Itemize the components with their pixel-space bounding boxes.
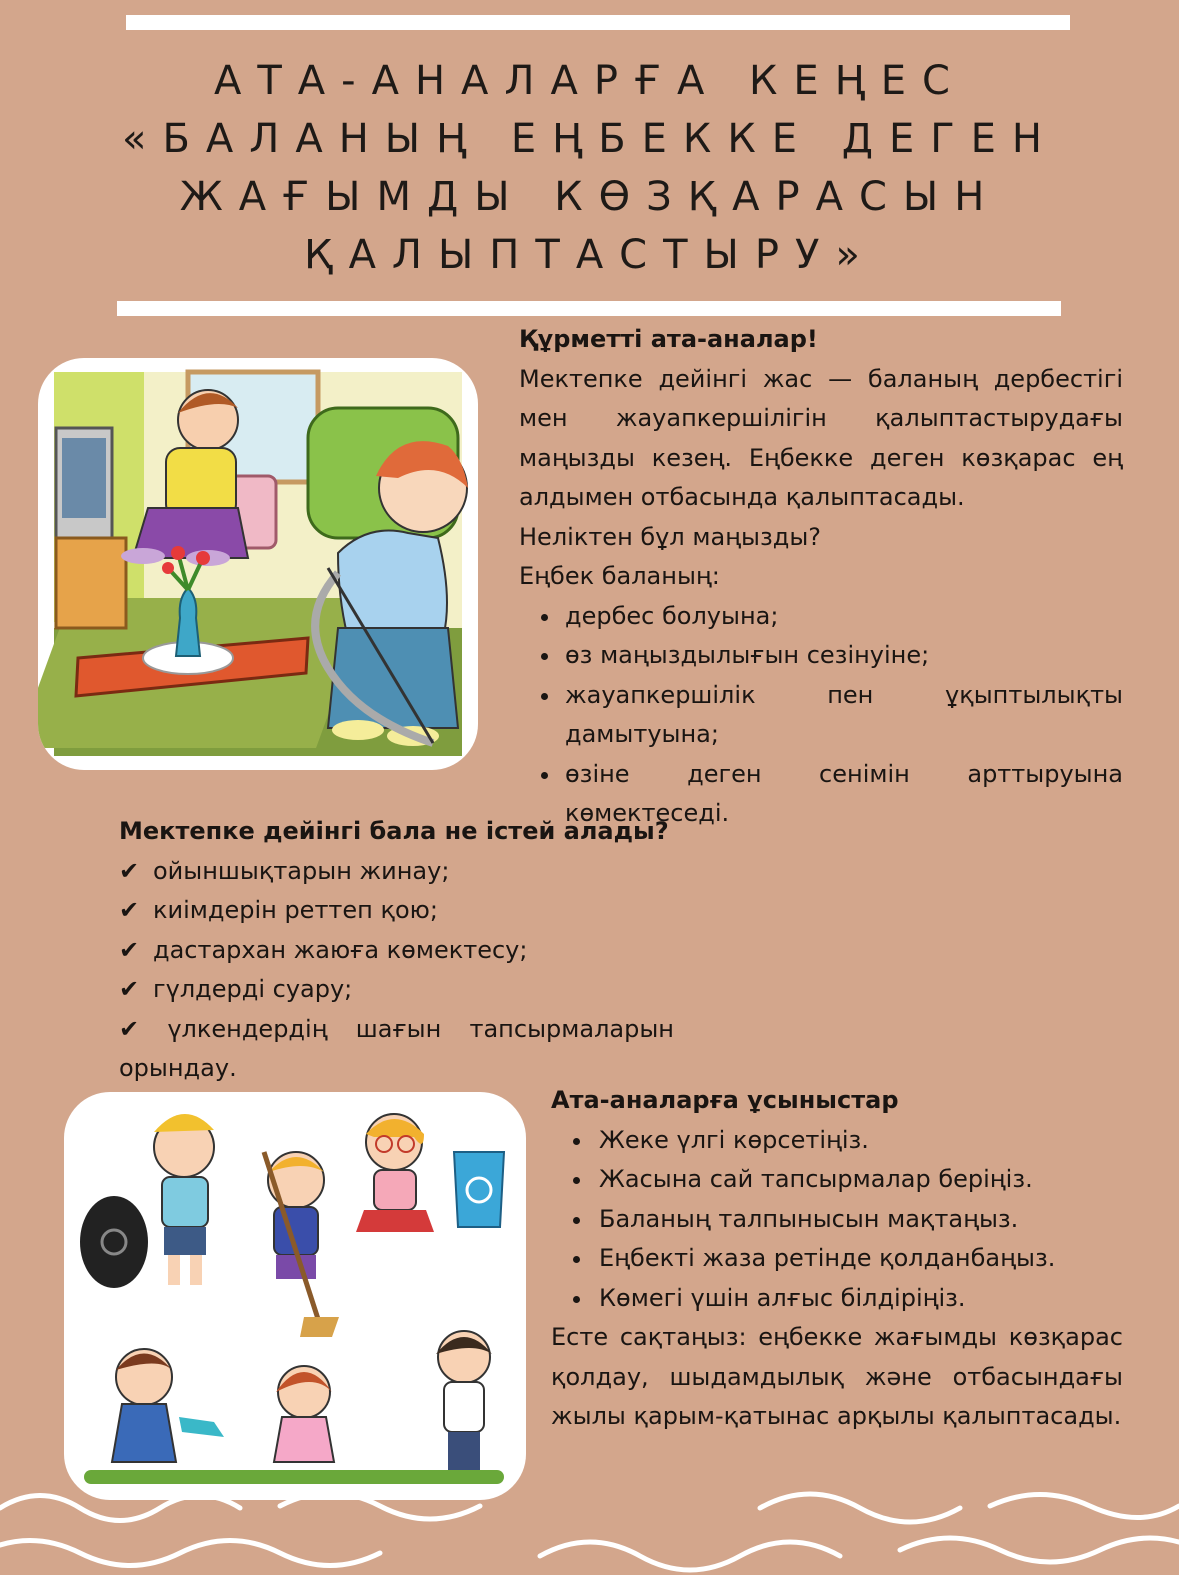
list-item bbox=[119, 852, 674, 892]
task-text: үлкендердің шағын тапсырмаларын орындау. bbox=[119, 1014, 674, 1082]
list-item: Еңбекті жаза ретінде қолданбаңыз. bbox=[551, 1239, 1123, 1279]
intro-lead: Еңбек баланың: bbox=[519, 562, 720, 590]
list-item: Жеке үлгі көрсетіңіз. bbox=[551, 1121, 1123, 1161]
recommendations-list bbox=[551, 1121, 1123, 1319]
list-item: Көмегі үшін алғыс білдіріңіз. bbox=[551, 1279, 1123, 1319]
intro-question: Неліктен бұл маңызды? bbox=[519, 522, 822, 551]
greeting: Құрметті ата-аналар! bbox=[519, 325, 818, 353]
list-item: өз маңыздылығын сезінуіне; bbox=[519, 636, 1123, 676]
benefits-list bbox=[519, 597, 1123, 834]
list-item: жауапкершілік пен ұқыптылықты дамытуына; bbox=[519, 676, 1123, 755]
task-text: дастархан жаюға көмектесу; bbox=[153, 935, 528, 964]
title-line-4: ҚАЛЫПТАСТЫРУ» bbox=[304, 232, 876, 278]
list-item: өзіне деген сенімін арттыруына көмектеседі. bbox=[519, 755, 1123, 834]
intro-paragraph: Мектепке дейінгі жас — баланың дербестігі мен жауапкершілігін қалыптастырудағы маңызды кезең. Еңбекке деген көзқарас ең алдымен отбасында қалыптасады. bbox=[519, 364, 1123, 511]
recommendations-section bbox=[551, 1081, 1123, 1437]
list-item bbox=[119, 1010, 674, 1089]
closing-paragraph: Есте сақтаңыз: еңбекке жағымды көзқарас қолдау, шыдамдылық және отбасындағы жылы қарым-қатынас арқылы қалыптасады. bbox=[551, 1323, 1123, 1430]
list-item bbox=[119, 931, 674, 971]
list-item: дербес болуына; bbox=[519, 597, 1123, 637]
checkmark-icon: ✔ bbox=[119, 896, 140, 924]
task-text: киімдерін реттеп қою; bbox=[153, 896, 438, 924]
recommendations-heading: Ата-аналарға ұсыныстар bbox=[551, 1086, 899, 1114]
task-text: гүлдерді суару; bbox=[153, 975, 353, 1003]
title-line-2: «БАЛАНЫҢ ЕҢБЕККЕ ДЕГЕН bbox=[121, 116, 1058, 162]
title-line-3: ЖАҒЫМДЫ КӨЗҚАРАСЫН bbox=[179, 174, 1001, 220]
intro-section bbox=[519, 320, 1123, 834]
list-item: Жасына сай тапсырмалар беріңіз. bbox=[551, 1160, 1123, 1200]
tasks-heading: Мектепке дейінгі бала не істей алады? bbox=[119, 817, 669, 845]
checkmark-icon: ✔ bbox=[119, 935, 140, 964]
illustration-children-chores bbox=[64, 1092, 526, 1500]
task-text: ойыншықтарын жинау; bbox=[153, 856, 450, 885]
page-title bbox=[120, 52, 1060, 284]
list-item: Баланың талпынысын мақтаңыз. bbox=[551, 1200, 1123, 1240]
list-item bbox=[119, 891, 674, 931]
checkmark-icon: ✔ bbox=[119, 1014, 140, 1043]
tasks-section bbox=[119, 812, 674, 1089]
illustration-cleaning-home bbox=[38, 358, 478, 770]
list-item bbox=[119, 970, 674, 1010]
checkmark-icon: ✔ bbox=[119, 856, 140, 885]
decorative-waves bbox=[0, 1478, 1179, 1575]
title-line-1: АТА-АНАЛАРҒА КЕҢЕС bbox=[214, 58, 966, 104]
title-divider bbox=[117, 301, 1061, 316]
checkmark-icon: ✔ bbox=[119, 975, 140, 1003]
top-divider bbox=[126, 15, 1070, 30]
